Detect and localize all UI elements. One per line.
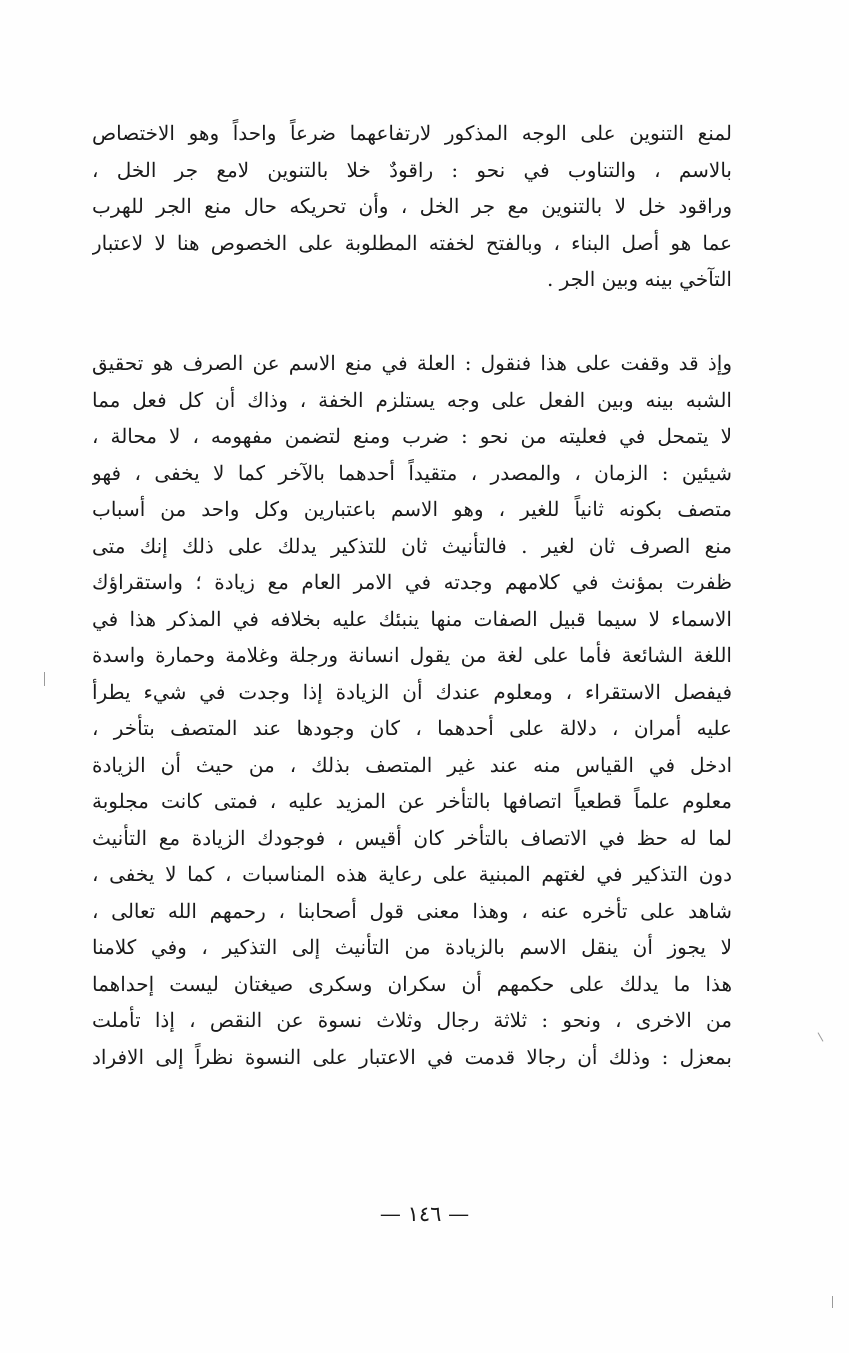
text-line: عما هو أصل البناء ، وبالفتح لخفته المطلوبة على الخصوص هنا لا لاعتبار — [92, 230, 732, 255]
text-line: متصف بكونه ثانياً للغير ، وهو الاسم باعتبارين وكل واحد من أسباب — [92, 497, 732, 521]
text-line: شاهد على تأخره عنه ، وهذا معنى قول أصحابنا ، رحمهم الله تعالى ، — [92, 898, 732, 923]
text-line: ادخل في القياس منه عند غير المتصف بذلك ، من حيث أن الزيادة — [92, 752, 732, 777]
text-line: الاسماء لا سيما قبيل الصفات منها ينبئك عليه بخلافه في المذكر هذا في — [92, 606, 732, 631]
text-line: لا يتمحل في فعليته من نحو : ضرب ومنع لتضمن مفهومه ، لا محالة ، — [92, 424, 732, 448]
text-line: هذا ما يدلك على حكمهم أن سكران وسكرى صيغتان ليست إحداهما — [92, 971, 732, 996]
text-line: لا يجوز أن ينقل الاسم بالزيادة من التأنيث إلى التذكير ، وفي كلامنا — [92, 935, 732, 959]
paragraph-2 — [92, 345, 732, 1075]
text-line: فيفصل الاستقراء ، ومعلوم عندك أن الزيادة إذا وجدت في شيء يطرأ — [92, 679, 732, 704]
text-line: شيئين : الزمان ، والمصدر ، متقيداً أحدهما بالآخر كما لا يخفى ، فهو — [92, 460, 732, 485]
text-line: من الاخرى ، ونحو : ثلاثة رجال وثلاث نسوة عن النقص ، إذا تأملت — [92, 1008, 732, 1032]
page-number: — ١٤٦ — — [379, 1202, 470, 1226]
text-line: لما له حظ في الاتصاف بالتأخر كان أقيس ، فوجودك الزيادة مع التأنيث — [92, 825, 732, 850]
text-line: منع الصرف ثان لغير . فالتأنيث ثان للتذكير يدلك على ذلك إنك متى — [92, 533, 732, 558]
text-line: عليه أمران ، دلالة على أحدهما ، كان وجودها عند المتصف بتأخر ، — [92, 716, 732, 740]
scan-speck — [832, 1296, 833, 1308]
text-line: وراقود خل لا بالتنوين مع جر الخل ، وأن تحريكه حال منع الجر للهرب — [92, 194, 732, 218]
scan-speck — [44, 672, 45, 686]
text-line: بالاسم ، والتناوب في نحو : راقودٌ خلا بالتنوين لامع جر الخل ، — [92, 157, 732, 182]
text-line: الشبه بينه وبين الفعل على وجه يستلزم الخفة ، وذاك أن كل فعل مما — [92, 387, 732, 412]
text-line: دون التذكير في لغتهم المبنية على رعاية هذه المناسبات ، كما لا يخفى ، — [92, 862, 732, 886]
paragraph-1 — [92, 115, 732, 298]
text-line: اللغة الشائعة فأما على لغة من يقول انسانة ورجلة وغلامة وحمارة واسدة — [92, 643, 732, 667]
text-line: معلوم علماً قطعياً اتصافها بالتأخر عن المزيد عليه ، فمتى كانت مجلوبة — [92, 789, 732, 813]
text-line: لمنع التنوين على الوجه المذكور لارتفاعهما ضرعاً واحداً وهو الاختصاص — [92, 121, 732, 145]
text-line: التآخي بينه وبين الجر . — [546, 267, 732, 291]
text-line: وإذ قد وقفت على هذا فنقول : العلة في منع الاسم عن الصرف هو تحقيق — [92, 351, 732, 375]
text-line: ظفرت بمؤنث في كلامهم وجدته في الامر العام مع زيادة ؛ واستقراؤك — [92, 570, 732, 594]
scan-speck — [818, 1032, 824, 1041]
text-line: بمعزل : وذلك أن رجالا قدمت في الاعتبار على النسوة نظراً إلى الافراد — [92, 1044, 732, 1069]
